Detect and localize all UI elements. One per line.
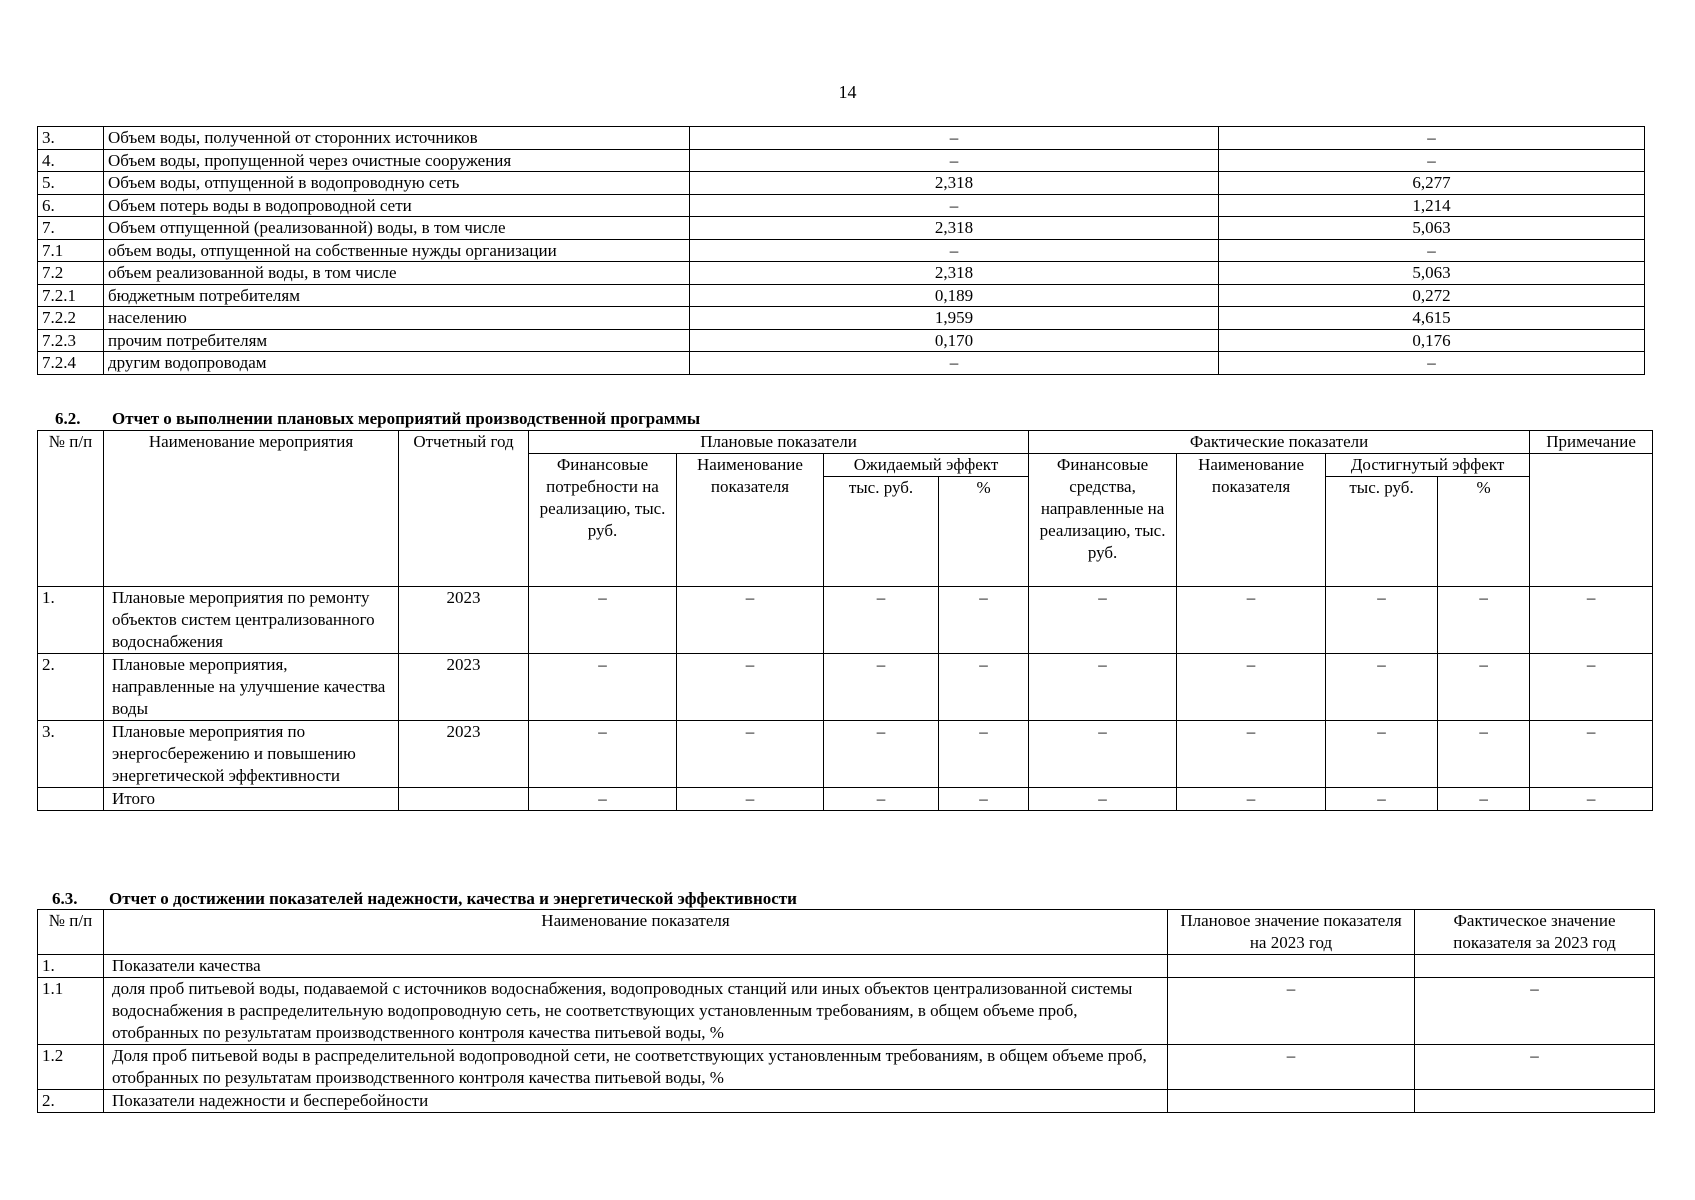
row-value: –	[1177, 587, 1326, 654]
row-value: –	[1029, 587, 1177, 654]
row-number: 3.	[38, 127, 104, 150]
row-name: объем реализованной воды, в том числе	[104, 262, 690, 285]
header-plan-eff-pct: %	[939, 477, 1029, 587]
row-value-plan: 2,318	[690, 217, 1219, 240]
row-fact	[1415, 955, 1655, 978]
table-row	[38, 721, 1653, 788]
row-number: 1.2	[38, 1045, 104, 1090]
header-name: Наименование показателя	[104, 910, 1168, 955]
row-number: 3.	[38, 721, 104, 788]
row-value: –	[939, 721, 1029, 788]
row-year: 2023	[399, 721, 529, 788]
row-value: –	[1438, 654, 1530, 721]
table-row	[38, 194, 1645, 217]
header-fact-eff-pct: %	[1438, 477, 1530, 587]
row-value: –	[1438, 721, 1530, 788]
row-number: 5.	[38, 172, 104, 195]
table-row	[38, 352, 1645, 375]
header-plan-ind: Наименование показателя	[677, 454, 824, 587]
row-name: Объем отпущенной (реализованной) воды, в том числе	[104, 217, 690, 240]
row-year	[399, 788, 529, 811]
row-name: Плановые мероприятия по ремонту объектов систем централизованного водоснабжения	[104, 587, 399, 654]
row-name: Показатели надежности и бесперебойности	[104, 1090, 1168, 1113]
row-value-plan: –	[690, 239, 1219, 262]
row-value: –	[1177, 721, 1326, 788]
row-number: 2.	[38, 654, 104, 721]
row-value: –	[1326, 654, 1438, 721]
total-value: –	[824, 788, 939, 811]
row-value-plan: 2,318	[690, 172, 1219, 195]
row-value-plan: –	[690, 127, 1219, 150]
row-year: 2023	[399, 587, 529, 654]
row-name: Плановые мероприятия по энергосбережению и повышению энергетической эффективности	[104, 721, 399, 788]
table-row	[38, 654, 1653, 721]
row-number: 7.2.1	[38, 284, 104, 307]
row-name: Объем воды, отпущенной в водопроводную сеть	[104, 172, 690, 195]
row-value: –	[1029, 654, 1177, 721]
row-name: населению	[104, 307, 690, 330]
row-number: 7.2.3	[38, 329, 104, 352]
row-number: 7.2.4	[38, 352, 104, 375]
row-name: Объем воды, пропущенной через очистные сооружения	[104, 149, 690, 172]
planned-measures-table	[37, 430, 1653, 811]
table-row	[38, 239, 1645, 262]
section-6-3-heading	[52, 889, 797, 909]
row-year: 2023	[399, 654, 529, 721]
header-actual: Фактические показатели	[1029, 431, 1530, 454]
row-name: другим водопроводам	[104, 352, 690, 375]
table-row	[38, 127, 1645, 150]
row-name: бюджетным потребителям	[104, 284, 690, 307]
row-value: –	[529, 721, 677, 788]
total-row	[38, 788, 1653, 811]
row-value-fact: 5,063	[1219, 217, 1645, 240]
row-value-plan: 0,189	[690, 284, 1219, 307]
row-number: 2.	[38, 1090, 104, 1113]
table-row	[38, 978, 1655, 1045]
row-name: объем воды, отпущенной на собственные нужды организации	[104, 239, 690, 262]
row-value-fact: –	[1219, 127, 1645, 150]
table-row	[38, 329, 1645, 352]
row-value: –	[824, 587, 939, 654]
total-value: –	[939, 788, 1029, 811]
row-plan: –	[1168, 978, 1415, 1045]
header-num: № п/п	[38, 431, 104, 587]
row-name: прочим потребителям	[104, 329, 690, 352]
row-name: Объем воды, полученной от сторонних источников	[104, 127, 690, 150]
row-number: 7.1	[38, 239, 104, 262]
table-row	[38, 955, 1655, 978]
row-name: Показатели качества	[104, 955, 1168, 978]
table-row	[38, 1090, 1655, 1113]
row-value: –	[824, 721, 939, 788]
total-value: –	[1530, 788, 1653, 811]
row-value: –	[1530, 721, 1653, 788]
total-value: –	[529, 788, 677, 811]
row-value: –	[1177, 654, 1326, 721]
table-row	[38, 149, 1645, 172]
header-plan-eff-rub: тыс. руб.	[824, 477, 939, 587]
row-number: 6.	[38, 194, 104, 217]
section-number: 6.3.	[52, 889, 78, 908]
row-number: 7.2.2	[38, 307, 104, 330]
row-value: –	[1530, 587, 1653, 654]
row-name: Объем потерь воды в водопроводной сети	[104, 194, 690, 217]
header-plan-fin: Финансовые потребности на реализацию, тыс. руб.	[529, 454, 677, 587]
total-value: –	[1177, 788, 1326, 811]
row-value: –	[529, 654, 677, 721]
row-value-plan: 0,170	[690, 329, 1219, 352]
row-value: –	[1326, 587, 1438, 654]
row-value-fact: 4,615	[1219, 307, 1645, 330]
row-value: –	[1530, 654, 1653, 721]
header-fact-ind: Наименование показателя	[1177, 454, 1326, 587]
header-note-empty	[1530, 454, 1653, 587]
header-fact: Фактическое значение показателя за 2023 год	[1415, 910, 1655, 955]
table-row	[38, 284, 1645, 307]
header-name: Наименование мероприятия	[104, 431, 399, 587]
row-value: –	[939, 654, 1029, 721]
row-name: доля проб питьевой воды, подаваемой с источников водоснабжения, водопроводных станций или иных объектов централизованной системы водоснабжения в распределительную водопроводную сеть, не соответствующих установленным требованиям, в общем объеме проб, отобранных по результатам производственного контроля качества питьевой воды, %	[104, 978, 1168, 1045]
section-6-2-heading	[55, 409, 700, 429]
row-value-fact: 6,277	[1219, 172, 1645, 195]
header-plan-eff: Ожидаемый эффект	[824, 454, 1029, 477]
row-value-plan: –	[690, 352, 1219, 375]
header-num: № п/п	[38, 910, 104, 955]
header-note: Примечание	[1530, 431, 1653, 454]
row-fact	[1415, 1090, 1655, 1113]
header-fact-eff: Достигнутый эффект	[1326, 454, 1530, 477]
row-value-fact: 0,176	[1219, 329, 1645, 352]
row-number: 7.2	[38, 262, 104, 285]
total-value: –	[1326, 788, 1438, 811]
section-title: Отчет о выполнении плановых мероприятий производственной программы	[112, 409, 701, 428]
row-value-plan: 1,959	[690, 307, 1219, 330]
total-value: –	[1029, 788, 1177, 811]
row-value: –	[1326, 721, 1438, 788]
row-value-plan: –	[690, 149, 1219, 172]
total-label: Итого	[104, 788, 399, 811]
total-value: –	[1438, 788, 1530, 811]
row-value-fact: 0,272	[1219, 284, 1645, 307]
row-name: Плановые мероприятия, направленные на улучшение качества воды	[104, 654, 399, 721]
table-row	[38, 262, 1645, 285]
row-value: –	[1029, 721, 1177, 788]
row-value-plan: 2,318	[690, 262, 1219, 285]
row-value: –	[677, 721, 824, 788]
table-row	[38, 217, 1645, 240]
row-plan	[1168, 1090, 1415, 1113]
row-number: 1.	[38, 955, 104, 978]
table-row	[38, 1045, 1655, 1090]
row-plan: –	[1168, 1045, 1415, 1090]
header-fact-fin: Финансовые средства, направленные на реализацию, тыс. руб.	[1029, 454, 1177, 587]
header-year: Отчетный год	[399, 431, 529, 587]
row-value: –	[1438, 587, 1530, 654]
row-value-fact: –	[1219, 149, 1645, 172]
row-number: 4.	[38, 149, 104, 172]
header-fact-eff-rub: тыс. руб.	[1326, 477, 1438, 587]
row-name: Доля проб питьевой воды в распределительной водопроводной сети, не соответствующих установленным требованиям, в общем объеме проб, отобранных по результатам производственного контроля качества питьевой воды, %	[104, 1045, 1168, 1090]
page-number: 14	[838, 82, 857, 102]
row-number: 1.1	[38, 978, 104, 1045]
row-value-fact: 1,214	[1219, 194, 1645, 217]
header-planned: Плановые показатели	[529, 431, 1029, 454]
row-value: –	[677, 587, 824, 654]
row-number	[38, 788, 104, 811]
row-value-plan: –	[690, 194, 1219, 217]
row-number: 1.	[38, 587, 104, 654]
row-fact: –	[1415, 1045, 1655, 1090]
indicators-table	[37, 909, 1655, 1113]
row-value-fact: –	[1219, 352, 1645, 375]
row-value-fact: 5,063	[1219, 262, 1645, 285]
header-plan: Плановое значение показателя на 2023 год	[1168, 910, 1415, 955]
row-value: –	[939, 587, 1029, 654]
row-fact: –	[1415, 978, 1655, 1045]
row-value: –	[529, 587, 677, 654]
table-row	[38, 172, 1645, 195]
row-value-fact: –	[1219, 239, 1645, 262]
total-value: –	[677, 788, 824, 811]
table-row	[38, 587, 1653, 654]
row-plan	[1168, 955, 1415, 978]
row-number: 7.	[38, 217, 104, 240]
row-value: –	[677, 654, 824, 721]
section-title: Отчет о достижении показателей надежности, качества и энергетической эффективности	[109, 889, 797, 908]
water-volume-table	[37, 126, 1645, 375]
table-row	[38, 307, 1645, 330]
row-value: –	[824, 654, 939, 721]
section-number: 6.2.	[55, 409, 81, 428]
